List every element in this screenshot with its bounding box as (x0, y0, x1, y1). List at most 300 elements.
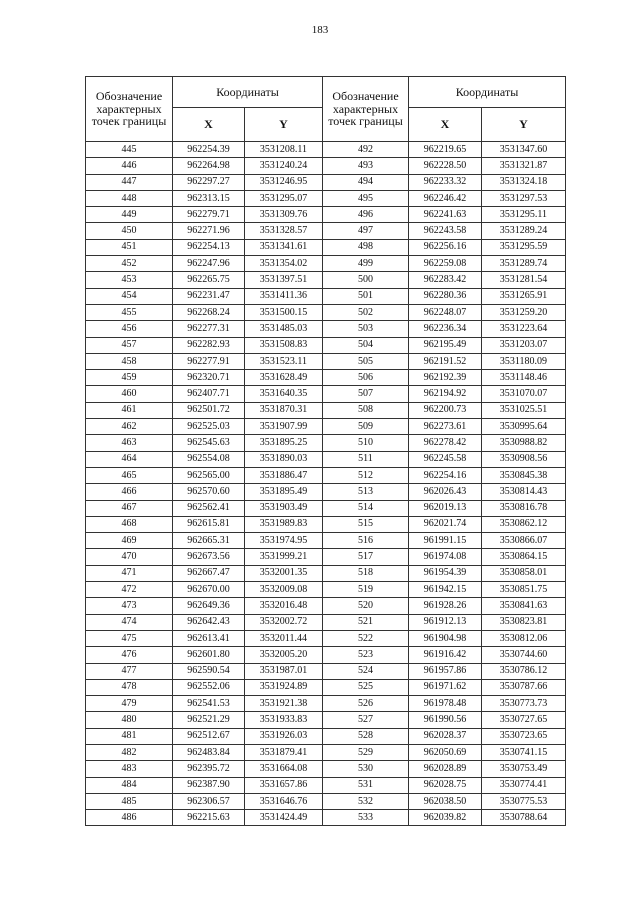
page-number: 183 (311, 24, 329, 36)
table-row (86, 353, 566, 369)
y-coordinate-cell: 3532001.35 (245, 565, 323, 581)
y-coordinate-cell: 3531890.03 (245, 451, 323, 467)
y-coordinate-cell: 3532009.08 (245, 582, 323, 598)
x-coordinate-cell: 962552.06 (173, 679, 245, 695)
table-row (86, 598, 566, 614)
point-number-cell: 519 (323, 582, 409, 598)
table-row (86, 419, 566, 435)
x-coordinate-cell: 961990.56 (409, 712, 482, 728)
y-coordinate-cell: 3531879.41 (245, 744, 323, 760)
x-coordinate-cell: 962387.90 (173, 777, 245, 793)
x-coordinate-cell: 962667.47 (173, 565, 245, 581)
point-number-cell: 458 (86, 353, 173, 369)
y-coordinate-cell: 3531203.07 (482, 337, 566, 353)
x-column-header-right: X (409, 108, 482, 142)
point-number-cell: 504 (323, 337, 409, 353)
y-coordinate-cell: 3530866.07 (482, 533, 566, 549)
point-number-cell: 526 (323, 696, 409, 712)
table-row (86, 256, 566, 272)
point-number-cell: 476 (86, 647, 173, 663)
coordinates-header-right: Координаты (409, 77, 566, 108)
point-number-cell: 475 (86, 630, 173, 646)
coordinates-table (85, 76, 566, 826)
point-number-cell: 470 (86, 549, 173, 565)
y-coordinate-cell: 3531907.99 (245, 419, 323, 435)
y-coordinate-cell: 3531328.57 (245, 223, 323, 239)
x-column-header-left: X (173, 108, 245, 142)
x-coordinate-cell: 962649.36 (173, 598, 245, 614)
y-coordinate-cell: 3531295.59 (482, 239, 566, 255)
table-row (86, 142, 566, 158)
point-number-cell: 473 (86, 598, 173, 614)
y-coordinate-cell: 3531500.15 (245, 304, 323, 320)
x-coordinate-cell: 962215.63 (173, 810, 245, 826)
y-coordinate-cell: 3531411.36 (245, 288, 323, 304)
point-number-cell: 498 (323, 239, 409, 255)
x-coordinate-cell: 962265.75 (173, 272, 245, 288)
point-number-cell: 518 (323, 565, 409, 581)
y-column-header-right: Y (482, 108, 566, 142)
point-number-cell: 506 (323, 370, 409, 386)
y-coordinate-cell: 3531657.86 (245, 777, 323, 793)
point-number-cell: 461 (86, 402, 173, 418)
point-number-cell: 527 (323, 712, 409, 728)
point-number-cell: 495 (323, 190, 409, 206)
y-coordinate-cell: 3531070.07 (482, 386, 566, 402)
x-coordinate-cell: 961904.98 (409, 630, 482, 646)
point-number-cell: 471 (86, 565, 173, 581)
x-coordinate-cell: 962483.84 (173, 744, 245, 760)
y-coordinate-cell: 3531265.91 (482, 288, 566, 304)
point-number-cell: 450 (86, 223, 173, 239)
point-number-cell: 523 (323, 647, 409, 663)
x-coordinate-cell: 962236.34 (409, 321, 482, 337)
point-number-cell: 468 (86, 516, 173, 532)
point-number-cell: 474 (86, 614, 173, 630)
x-coordinate-cell: 962247.96 (173, 256, 245, 272)
table-row (86, 467, 566, 483)
point-number-cell: 521 (323, 614, 409, 630)
table-row (86, 516, 566, 532)
x-coordinate-cell: 962521.29 (173, 712, 245, 728)
y-coordinate-cell: 3531664.08 (245, 761, 323, 777)
point-number-cell: 497 (323, 223, 409, 239)
x-coordinate-cell: 962297.27 (173, 174, 245, 190)
point-number-cell: 465 (86, 467, 173, 483)
x-coordinate-cell: 961912.13 (409, 614, 482, 630)
point-number-cell: 507 (323, 386, 409, 402)
point-number-cell: 453 (86, 272, 173, 288)
y-coordinate-cell: 3530823.81 (482, 614, 566, 630)
y-coordinate-cell: 3530773.73 (482, 696, 566, 712)
x-coordinate-cell: 962273.61 (409, 419, 482, 435)
x-coordinate-cell: 962028.89 (409, 761, 482, 777)
point-number-cell: 485 (86, 793, 173, 809)
x-coordinate-cell: 962254.39 (173, 142, 245, 158)
table-row (86, 207, 566, 223)
y-coordinate-cell: 3531289.74 (482, 256, 566, 272)
y-coordinate-cell: 3531341.61 (245, 239, 323, 255)
point-number-cell: 459 (86, 370, 173, 386)
table-row (86, 614, 566, 630)
x-coordinate-cell: 962278.42 (409, 435, 482, 451)
x-coordinate-cell: 962601.80 (173, 647, 245, 663)
table-row (86, 190, 566, 206)
x-coordinate-cell: 962271.96 (173, 223, 245, 239)
point-number-cell: 478 (86, 679, 173, 695)
point-number-cell: 509 (323, 419, 409, 435)
y-column-header-left: Y (245, 108, 323, 142)
x-coordinate-cell: 962665.31 (173, 533, 245, 549)
x-coordinate-cell: 962525.03 (173, 419, 245, 435)
x-coordinate-cell: 962562.41 (173, 500, 245, 516)
y-coordinate-cell: 3531999.21 (245, 549, 323, 565)
y-coordinate-cell: 3531297.53 (482, 190, 566, 206)
x-coordinate-cell: 962642.43 (173, 614, 245, 630)
y-coordinate-cell: 3531397.51 (245, 272, 323, 288)
x-coordinate-cell: 962245.58 (409, 451, 482, 467)
x-coordinate-cell: 962194.92 (409, 386, 482, 402)
point-number-cell: 492 (323, 142, 409, 158)
table-row (86, 696, 566, 712)
y-coordinate-cell: 3530786.12 (482, 663, 566, 679)
y-coordinate-cell: 3530995.64 (482, 419, 566, 435)
y-coordinate-cell: 3530787.66 (482, 679, 566, 695)
table-row (86, 272, 566, 288)
y-coordinate-cell: 3530775.53 (482, 793, 566, 809)
table-row (86, 744, 566, 760)
point-number-cell: 455 (86, 304, 173, 320)
point-number-cell: 503 (323, 321, 409, 337)
y-coordinate-cell: 3530851.75 (482, 582, 566, 598)
coordinates-header-left: Координаты (173, 77, 323, 108)
y-coordinate-cell: 3531148.46 (482, 370, 566, 386)
x-coordinate-cell: 962313.15 (173, 190, 245, 206)
x-coordinate-cell: 962279.71 (173, 207, 245, 223)
x-coordinate-cell: 962241.63 (409, 207, 482, 223)
x-coordinate-cell: 962021.74 (409, 516, 482, 532)
y-coordinate-cell: 3532002.72 (245, 614, 323, 630)
table-row (86, 321, 566, 337)
point-number-cell: 479 (86, 696, 173, 712)
table-row (86, 337, 566, 353)
x-coordinate-cell: 961957.86 (409, 663, 482, 679)
point-number-cell: 463 (86, 435, 173, 451)
y-coordinate-cell: 3531921.38 (245, 696, 323, 712)
x-coordinate-cell: 962200.73 (409, 402, 482, 418)
x-coordinate-cell: 962259.08 (409, 256, 482, 272)
table-row (86, 304, 566, 320)
x-coordinate-cell: 961916.42 (409, 647, 482, 663)
point-number-cell: 511 (323, 451, 409, 467)
y-coordinate-cell: 3530864.15 (482, 549, 566, 565)
y-coordinate-cell: 3531309.76 (245, 207, 323, 223)
table-body (86, 142, 566, 826)
y-coordinate-cell: 3530741.15 (482, 744, 566, 760)
point-number-cell: 454 (86, 288, 173, 304)
point-number-cell: 464 (86, 451, 173, 467)
x-coordinate-cell: 961942.15 (409, 582, 482, 598)
point-number-cell: 520 (323, 598, 409, 614)
x-coordinate-cell: 962246.42 (409, 190, 482, 206)
x-coordinate-cell: 962231.47 (173, 288, 245, 304)
y-coordinate-cell: 3531508.83 (245, 337, 323, 353)
x-coordinate-cell: 962673.56 (173, 549, 245, 565)
point-number-cell: 502 (323, 304, 409, 320)
y-coordinate-cell: 3531895.25 (245, 435, 323, 451)
table-row (86, 370, 566, 386)
y-coordinate-cell: 3530812.06 (482, 630, 566, 646)
y-coordinate-cell: 3530744.60 (482, 647, 566, 663)
point-number-cell: 457 (86, 337, 173, 353)
x-coordinate-cell: 962233.32 (409, 174, 482, 190)
point-number-cell: 514 (323, 500, 409, 516)
table-row (86, 582, 566, 598)
x-coordinate-cell: 962541.53 (173, 696, 245, 712)
y-coordinate-cell: 3531989.83 (245, 516, 323, 532)
table-row (86, 679, 566, 695)
x-coordinate-cell: 962320.71 (173, 370, 245, 386)
x-coordinate-cell: 962243.58 (409, 223, 482, 239)
y-coordinate-cell: 3531646.76 (245, 793, 323, 809)
x-coordinate-cell: 962545.63 (173, 435, 245, 451)
x-coordinate-cell: 962256.16 (409, 239, 482, 255)
x-coordinate-cell: 962306.57 (173, 793, 245, 809)
x-coordinate-cell: 962512.67 (173, 728, 245, 744)
y-coordinate-cell: 3530788.64 (482, 810, 566, 826)
y-coordinate-cell: 3531295.11 (482, 207, 566, 223)
x-coordinate-cell: 962195.49 (409, 337, 482, 353)
point-number-cell: 484 (86, 777, 173, 793)
y-coordinate-cell: 3531424.49 (245, 810, 323, 826)
table-row (86, 174, 566, 190)
y-coordinate-cell: 3531295.07 (245, 190, 323, 206)
y-coordinate-cell: 3531354.02 (245, 256, 323, 272)
x-coordinate-cell: 962407.71 (173, 386, 245, 402)
x-coordinate-cell: 962613.41 (173, 630, 245, 646)
y-coordinate-cell: 3531246.95 (245, 174, 323, 190)
point-number-cell: 500 (323, 272, 409, 288)
point-number-cell: 525 (323, 679, 409, 695)
x-coordinate-cell: 962254.13 (173, 239, 245, 255)
y-coordinate-cell: 3531974.95 (245, 533, 323, 549)
x-coordinate-cell: 962590.54 (173, 663, 245, 679)
x-coordinate-cell: 962039.82 (409, 810, 482, 826)
x-coordinate-cell: 962264.98 (173, 158, 245, 174)
x-coordinate-cell: 961928.26 (409, 598, 482, 614)
table-row (86, 386, 566, 402)
y-coordinate-cell: 3531933.83 (245, 712, 323, 728)
point-number-cell: 449 (86, 207, 173, 223)
point-number-cell: 532 (323, 793, 409, 809)
y-coordinate-cell: 3530858.01 (482, 565, 566, 581)
y-coordinate-cell: 3531886.47 (245, 467, 323, 483)
x-coordinate-cell: 962026.43 (409, 484, 482, 500)
point-number-cell: 472 (86, 582, 173, 598)
y-coordinate-cell: 3530723.65 (482, 728, 566, 744)
table-row (86, 549, 566, 565)
table-row (86, 239, 566, 255)
x-coordinate-cell: 962219.65 (409, 142, 482, 158)
x-coordinate-cell: 962670.00 (173, 582, 245, 598)
y-coordinate-cell: 3532016.48 (245, 598, 323, 614)
point-number-cell: 505 (323, 353, 409, 369)
y-coordinate-cell: 3531523.11 (245, 353, 323, 369)
x-coordinate-cell: 962254.16 (409, 467, 482, 483)
y-coordinate-cell: 3530814.43 (482, 484, 566, 500)
point-number-cell: 477 (86, 663, 173, 679)
table-row (86, 728, 566, 744)
x-coordinate-cell: 962565.00 (173, 467, 245, 483)
y-coordinate-cell: 3531324.18 (482, 174, 566, 190)
y-coordinate-cell: 3531895.49 (245, 484, 323, 500)
table-row (86, 402, 566, 418)
table-row (86, 630, 566, 646)
point-number-cell: 452 (86, 256, 173, 272)
table-row (86, 223, 566, 239)
y-coordinate-cell: 3532005.20 (245, 647, 323, 663)
point-number-cell: 529 (323, 744, 409, 760)
point-number-cell: 528 (323, 728, 409, 744)
table-row (86, 484, 566, 500)
y-coordinate-cell: 3531025.51 (482, 402, 566, 418)
table-row (86, 793, 566, 809)
y-coordinate-cell: 3531347.60 (482, 142, 566, 158)
y-coordinate-cell: 3531180.09 (482, 353, 566, 369)
y-coordinate-cell: 3531321.87 (482, 158, 566, 174)
point-number-cell: 510 (323, 435, 409, 451)
point-number-cell: 448 (86, 190, 173, 206)
y-coordinate-cell: 3530774.41 (482, 777, 566, 793)
table-row (86, 435, 566, 451)
point-number-cell: 446 (86, 158, 173, 174)
point-number-cell: 533 (323, 810, 409, 826)
point-number-cell: 456 (86, 321, 173, 337)
point-number-cell: 481 (86, 728, 173, 744)
y-coordinate-cell: 3531628.49 (245, 370, 323, 386)
point-number-cell: 493 (323, 158, 409, 174)
table-row (86, 158, 566, 174)
x-coordinate-cell: 962395.72 (173, 761, 245, 777)
point-number-cell: 513 (323, 484, 409, 500)
y-coordinate-cell: 3530862.12 (482, 516, 566, 532)
x-coordinate-cell: 962280.36 (409, 288, 482, 304)
y-coordinate-cell: 3530845.38 (482, 467, 566, 483)
point-number-cell: 480 (86, 712, 173, 728)
x-coordinate-cell: 962038.50 (409, 793, 482, 809)
x-coordinate-cell: 962268.24 (173, 304, 245, 320)
y-coordinate-cell: 3531259.20 (482, 304, 566, 320)
point-number-cell: 515 (323, 516, 409, 532)
table-row (86, 500, 566, 516)
point-number-cell: 496 (323, 207, 409, 223)
point-number-cell: 451 (86, 239, 173, 255)
y-coordinate-cell: 3532011.44 (245, 630, 323, 646)
point-number-cell: 445 (86, 142, 173, 158)
y-coordinate-cell: 3531640.35 (245, 386, 323, 402)
table-row (86, 533, 566, 549)
point-number-cell: 522 (323, 630, 409, 646)
y-coordinate-cell: 3530727.65 (482, 712, 566, 728)
point-number-cell: 499 (323, 256, 409, 272)
x-coordinate-cell: 962570.60 (173, 484, 245, 500)
point-number-cell: 530 (323, 761, 409, 777)
point-number-cell: 512 (323, 467, 409, 483)
x-coordinate-cell: 962192.39 (409, 370, 482, 386)
point-number-cell: 466 (86, 484, 173, 500)
y-coordinate-cell: 3530908.56 (482, 451, 566, 467)
x-coordinate-cell: 961971.62 (409, 679, 482, 695)
y-coordinate-cell: 3531924.89 (245, 679, 323, 695)
x-coordinate-cell: 962028.75 (409, 777, 482, 793)
point-number-cell: 462 (86, 419, 173, 435)
y-coordinate-cell: 3531240.24 (245, 158, 323, 174)
table-row (86, 647, 566, 663)
table-row (86, 565, 566, 581)
y-coordinate-cell: 3531223.64 (482, 321, 566, 337)
point-number-cell: 524 (323, 663, 409, 679)
point-designation-header-left: Обозначение характерных точек границы (86, 77, 173, 142)
y-coordinate-cell: 3531870.31 (245, 402, 323, 418)
table-row (86, 712, 566, 728)
y-coordinate-cell: 3530988.82 (482, 435, 566, 451)
y-coordinate-cell: 3531987.01 (245, 663, 323, 679)
x-coordinate-cell: 962228.50 (409, 158, 482, 174)
x-coordinate-cell: 962028.37 (409, 728, 482, 744)
x-coordinate-cell: 962554.08 (173, 451, 245, 467)
y-coordinate-cell: 3531208.11 (245, 142, 323, 158)
table-row (86, 288, 566, 304)
x-coordinate-cell: 962283.42 (409, 272, 482, 288)
y-coordinate-cell: 3531926.03 (245, 728, 323, 744)
x-coordinate-cell: 962248.07 (409, 304, 482, 320)
y-coordinate-cell: 3530753.49 (482, 761, 566, 777)
x-coordinate-cell: 962191.52 (409, 353, 482, 369)
table-row (86, 777, 566, 793)
x-coordinate-cell: 961991.15 (409, 533, 482, 549)
x-coordinate-cell: 962019.13 (409, 500, 482, 516)
point-number-cell: 516 (323, 533, 409, 549)
x-coordinate-cell: 961978.48 (409, 696, 482, 712)
point-number-cell: 494 (323, 174, 409, 190)
point-designation-header-right: Обозначение характерных точек границы (323, 77, 409, 142)
point-number-cell: 482 (86, 744, 173, 760)
table-row (86, 761, 566, 777)
point-number-cell: 467 (86, 500, 173, 516)
y-coordinate-cell: 3530816.78 (482, 500, 566, 516)
point-number-cell: 469 (86, 533, 173, 549)
x-coordinate-cell: 961974.08 (409, 549, 482, 565)
y-coordinate-cell: 3531289.24 (482, 223, 566, 239)
y-coordinate-cell: 3531903.49 (245, 500, 323, 516)
point-number-cell: 508 (323, 402, 409, 418)
point-number-cell: 460 (86, 386, 173, 402)
x-coordinate-cell: 962282.93 (173, 337, 245, 353)
x-coordinate-cell: 962277.91 (173, 353, 245, 369)
point-number-cell: 531 (323, 777, 409, 793)
table-row (86, 663, 566, 679)
y-coordinate-cell: 3531485.03 (245, 321, 323, 337)
table-row (86, 451, 566, 467)
x-coordinate-cell: 962277.31 (173, 321, 245, 337)
point-number-cell: 501 (323, 288, 409, 304)
x-coordinate-cell: 961954.39 (409, 565, 482, 581)
y-coordinate-cell: 3531281.54 (482, 272, 566, 288)
point-number-cell: 447 (86, 174, 173, 190)
y-coordinate-cell: 3530841.63 (482, 598, 566, 614)
x-coordinate-cell: 962501.72 (173, 402, 245, 418)
point-number-cell: 483 (86, 761, 173, 777)
